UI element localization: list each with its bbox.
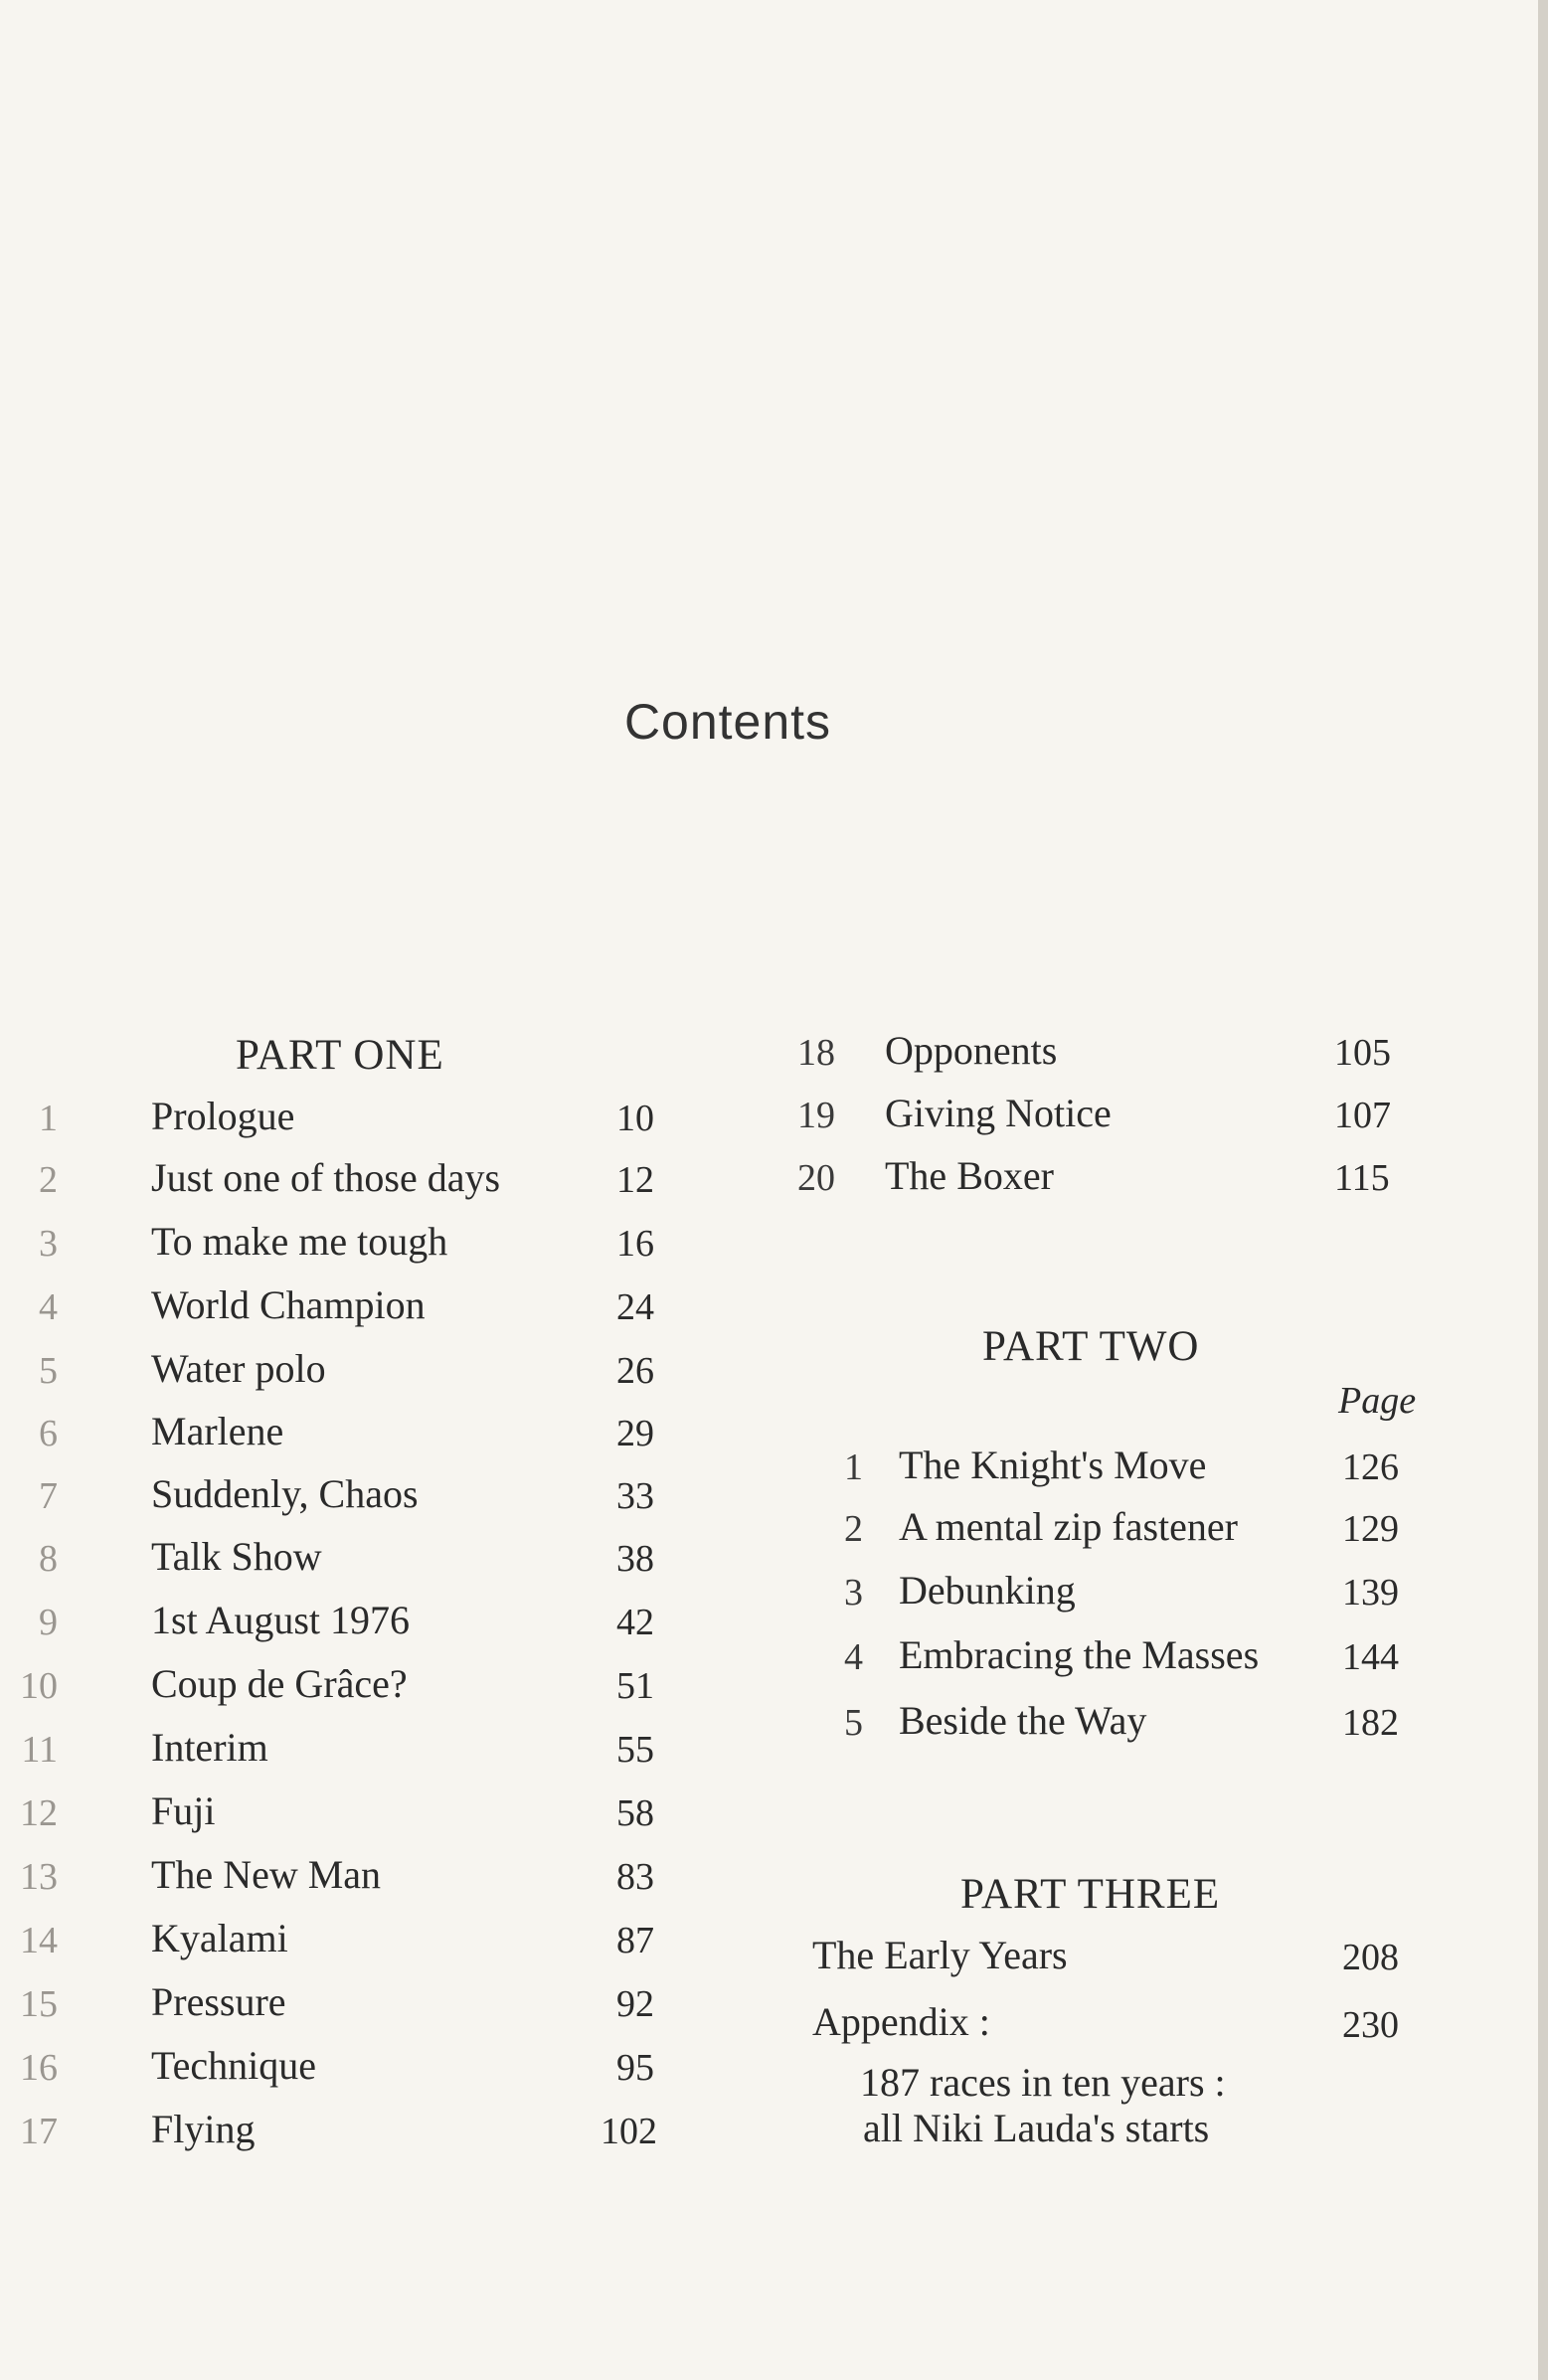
chapter-title: Water polo	[151, 1346, 326, 1391]
chapter-page: 230	[1342, 2004, 1399, 2046]
chapter-title: Giving Notice	[885, 1091, 1112, 1135]
chapter-page: 42	[616, 1602, 654, 1643]
chapter-page: 83	[616, 1856, 654, 1898]
chapter-page: 29	[616, 1413, 654, 1454]
chapter-title: The Early Years	[812, 1933, 1068, 1977]
chapter-number: 13	[20, 1856, 58, 1898]
chapter-title: Talk Show	[151, 1534, 322, 1579]
chapter-title: To make me tough	[151, 1219, 448, 1264]
chapter-page: 16	[616, 1223, 654, 1265]
chapter-number: 18	[797, 1032, 835, 1074]
chapter-title: Technique	[151, 2043, 317, 2088]
chapter-title: Suddenly, Chaos	[151, 1471, 419, 1516]
chapter-title: Opponents	[885, 1028, 1058, 1073]
chapter-number: 9	[39, 1602, 58, 1643]
chapter-page: 33	[616, 1475, 654, 1517]
appendix-subtitle-line: all Niki Lauda's starts	[863, 2106, 1210, 2150]
chapter-page: 26	[616, 1350, 654, 1392]
chapter-title: Prologue	[151, 1094, 295, 1138]
part-two-heading: PART TWO	[982, 1323, 1200, 1370]
chapter-title: 1st August 1976	[151, 1598, 411, 1642]
chapter-number: 16	[20, 2047, 58, 2089]
chapter-page: 115	[1334, 1157, 1390, 1199]
chapter-page: 129	[1342, 1508, 1399, 1550]
chapter-number: 4	[844, 1636, 863, 1678]
chapter-number: 1	[844, 1446, 863, 1488]
chapter-title: Flying	[151, 2107, 256, 2151]
chapter-title: Just one of those days	[151, 1155, 501, 1200]
appendix-subtitle-line: 187 races in ten years :	[860, 2060, 1226, 2105]
chapter-title: Interim	[151, 1725, 268, 1770]
chapter-title: Coup de Grâce?	[151, 1661, 408, 1706]
chapter-number: 10	[20, 1665, 58, 1707]
chapter-title: Debunking	[899, 1568, 1076, 1613]
chapter-page: 55	[616, 1729, 654, 1771]
chapter-number: 4	[39, 1286, 58, 1328]
chapter-page: 144	[1342, 1636, 1399, 1678]
chapter-page: 38	[616, 1538, 654, 1580]
chapter-title: Appendix :	[812, 1999, 990, 2044]
chapter-number: 5	[844, 1702, 863, 1744]
part-three-heading: PART THREE	[960, 1871, 1221, 1918]
chapter-page: 24	[616, 1286, 654, 1328]
chapter-number: 19	[797, 1095, 835, 1136]
chapter-number: 6	[39, 1413, 58, 1454]
chapter-page: 10	[616, 1098, 654, 1139]
chapter-title: The Knight's Move	[899, 1443, 1207, 1487]
contents-title: Contents	[623, 694, 832, 750]
chapter-number: 7	[39, 1475, 58, 1517]
chapter-page: 51	[616, 1665, 654, 1707]
chapter-title: World Champion	[151, 1282, 426, 1327]
chapter-number: 2	[39, 1159, 58, 1201]
chapter-page: 126	[1342, 1446, 1399, 1488]
chapter-title: The New Man	[151, 1852, 382, 1897]
chapter-number: 12	[20, 1792, 58, 1834]
chapter-number: 11	[21, 1729, 58, 1771]
chapter-number: 17	[20, 2111, 58, 2152]
chapter-page: 105	[1334, 1032, 1391, 1074]
chapter-page: 95	[616, 2047, 654, 2089]
chapter-number: 3	[844, 1572, 863, 1614]
chapter-number: 15	[20, 1983, 58, 2025]
chapter-page: 87	[616, 1920, 654, 1961]
page-column-label: Page	[1338, 1380, 1417, 1422]
chapter-page: 102	[601, 2111, 657, 2152]
chapter-number: 20	[797, 1157, 835, 1199]
chapter-title: Beside the Way	[899, 1698, 1147, 1743]
chapter-page: 208	[1342, 1937, 1399, 1978]
part-one-heading: PART ONE	[236, 1032, 444, 1079]
chapter-page: 92	[616, 1983, 654, 2025]
page-edge	[1538, 0, 1548, 2380]
chapter-page: 107	[1334, 1095, 1391, 1136]
chapter-page: 182	[1342, 1702, 1399, 1744]
chapter-title: Pressure	[151, 1979, 286, 2024]
chapter-title: Embracing the Masses	[899, 1632, 1260, 1677]
chapter-title: Kyalami	[151, 1916, 288, 1960]
chapter-title: Fuji	[151, 1788, 216, 1833]
chapter-number: 14	[20, 1920, 58, 1961]
chapter-title: The Boxer	[885, 1153, 1054, 1198]
chapter-number: 3	[39, 1223, 58, 1265]
chapter-page: 139	[1342, 1572, 1399, 1614]
chapter-title: Marlene	[151, 1409, 284, 1453]
chapter-number: 5	[39, 1350, 58, 1392]
chapter-number: 8	[39, 1538, 58, 1580]
chapter-number: 1	[39, 1098, 58, 1139]
chapter-number: 2	[844, 1508, 863, 1550]
chapter-page: 12	[616, 1159, 654, 1201]
chapter-page: 58	[616, 1792, 654, 1834]
chapter-title: A mental zip fastener	[899, 1504, 1238, 1549]
